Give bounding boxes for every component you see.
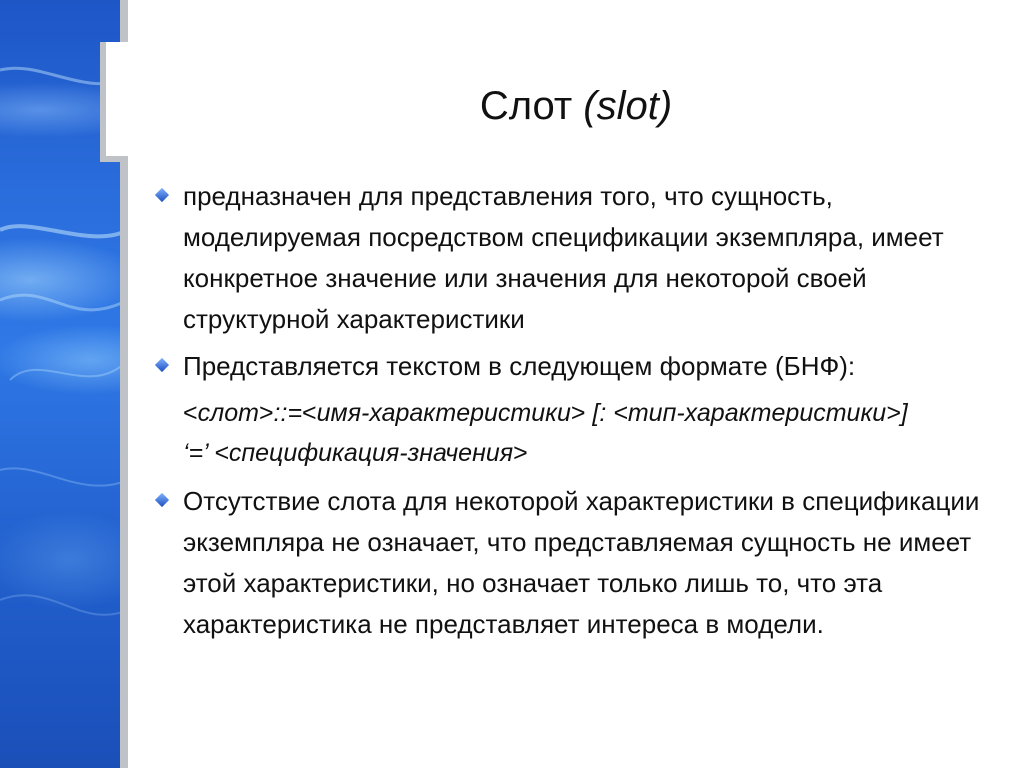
bullet-item (155, 176, 1015, 340)
bullet-item (155, 346, 1015, 387)
bnf-part: < (302, 399, 317, 427)
bnf-part: >] (886, 399, 908, 427)
slide-title (128, 78, 1024, 134)
bnf-part: слот (197, 399, 259, 427)
band-notch (100, 42, 128, 162)
bnf-part: тип-характеристики (627, 399, 887, 427)
bnf-part: спецификация-значения (228, 439, 514, 467)
bnf-part: > (258, 399, 274, 427)
bnf-part: ::= (273, 399, 303, 427)
bnf-part: < (183, 399, 198, 427)
diamond-bullet-icon (155, 493, 169, 507)
diamond-bullet-icon (155, 188, 169, 202)
diamond-bullet-icon (155, 358, 169, 372)
bullet-text: Отсутствие слота для некоторой характеристики в спецификации экземпляра не означает, что представляемая сущность не имеет этой характеристики, но означает только лишь то, что эта характеристика не представляет интереса в модели. (183, 486, 980, 639)
bnf-part: > (513, 439, 528, 467)
bullet-text: Представляется текстом в следующем формате (БНФ): (183, 351, 856, 381)
bnf-part: ‘=’ < (183, 439, 229, 467)
bnf-part: имя-характеристики (316, 399, 571, 427)
bnf-part: > (570, 399, 593, 427)
bnf-format (155, 393, 1015, 473)
title-italic-text: (slot) (583, 84, 673, 128)
bullet-item (155, 481, 1015, 645)
title-text: Слот (479, 84, 584, 128)
bullet-text: предназначен для представления того, что сущность, моделируемая посредством спецификации экземпляра, имеет конкретное значение или значения для некоторой своей структурной характеристики (183, 181, 944, 334)
bnf-part: [: < (592, 399, 628, 427)
slide-content (155, 176, 1015, 651)
